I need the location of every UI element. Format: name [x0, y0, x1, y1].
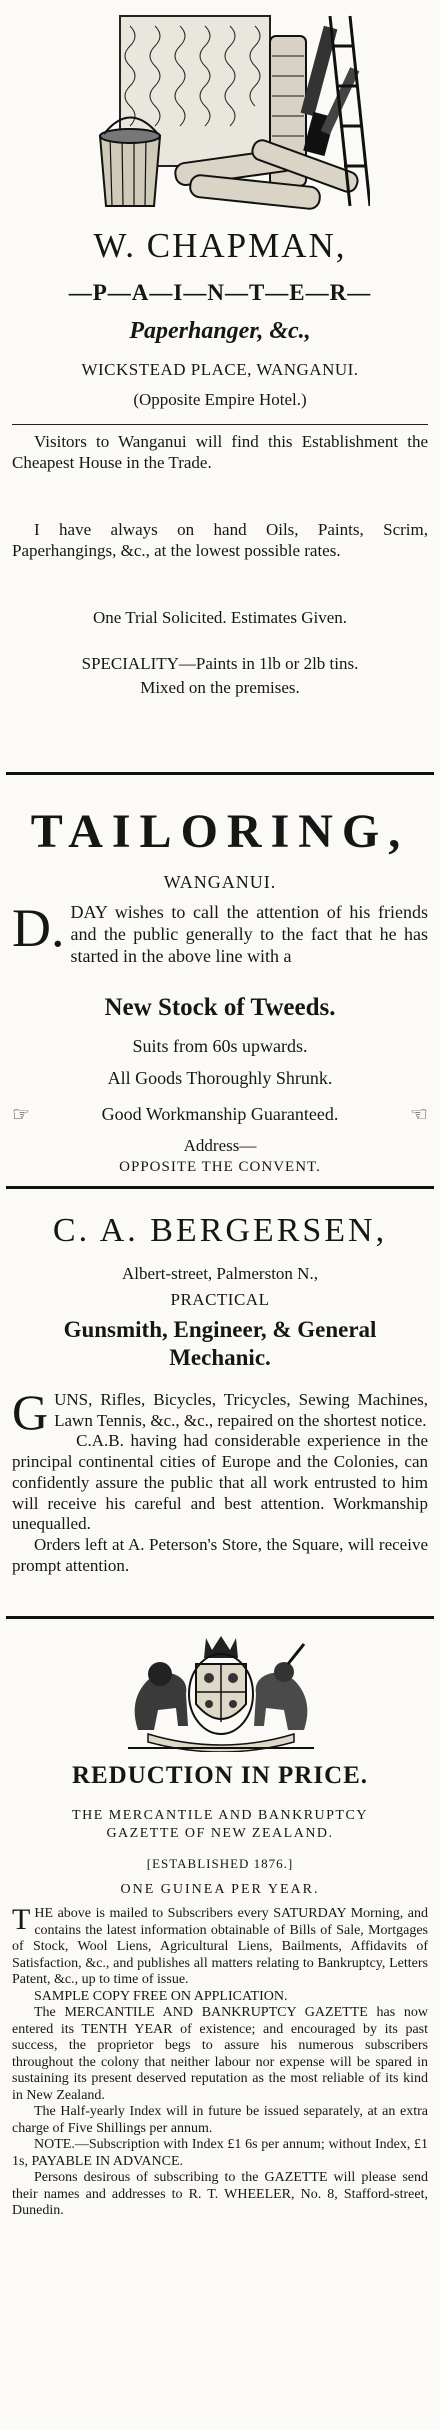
drop-cap: T: [12, 1903, 31, 1936]
speciality-line: SPECIALITY—Paints in 1lb or 2lb tins.: [81, 654, 359, 673]
body-text: DAY wishes to call the attention of his friends and the public generally to the fact that he has started in the above line with a: [70, 902, 428, 966]
divider: [6, 1616, 434, 1619]
sample-copy-line: SAMPLE COPY FREE ON APPLICATION.: [34, 1988, 288, 2004]
trade-label: PRACTICAL: [170, 1290, 270, 1309]
trade-title: —P—A—I—N—T—E—R—: [68, 280, 372, 305]
business-name: C. A. BERGERSEN,: [52, 1212, 388, 1249]
address-note: (Opposite Empire Hotel.): [133, 390, 307, 409]
address-label: Address—: [183, 1136, 257, 1155]
business-address: WICKSTEAD PLACE, WANGANUI.: [81, 360, 359, 379]
price-line: ONE GUINEA PER YEAR.: [120, 1882, 320, 1897]
drop-cap: D.: [12, 898, 65, 958]
body-text-block: [12, 1903, 428, 2220]
body-paragraph: One Trial Solicited. Estimates Given.: [92, 608, 348, 627]
body-line: All Goods Thoroughly Shrunk.: [107, 1068, 333, 1088]
business-address: Albert-street, Palmerston N.,: [122, 1264, 318, 1283]
body-paragraph: The MERCANTILE AND BANKRUPTCY GAZETTE has now entered its TENTH YEAR of existence; and encouraged by its past success, the proprietor begs to assure his numerous subscribers throughout the colony that neither labour nor expense will be spared in sustaining its present deserved reputation as the most reliable of its kind in New Zealand.: [12, 2005, 428, 2103]
publication-title: GAZETTE OF NEW ZEALAND.: [106, 1826, 334, 1841]
body-paragraph: I have always on hand Oils, Paints, Scrim, Paperhangings, &c., at the lowest possible rates.: [12, 520, 428, 560]
body-paragraph: Persons desirous of subscribing to the GAZETTE will please send their names and addresses to R. T. WHEELER, No. 8, Stafford-street, Dunedin.: [12, 2170, 428, 2219]
speciality-line: Mixed on the premises.: [140, 678, 300, 697]
body-paragraph: C.A.B. having had considerable experience in the principal continental cities of Europe and the Colonies, can confidently assure the public that all work entrusted to him will receive his careful and best attention. Workmanship unequalled.: [12, 1431, 428, 1534]
heading: TAILORING,: [30, 805, 410, 858]
address: OPPOSITE THE CONVENT.: [119, 1159, 321, 1175]
business-name: W. CHAPMAN,: [93, 226, 347, 265]
painter-tools-illustration: [80, 6, 370, 221]
body-paragraph: G UNS, Rifles, Bicycles, Tricycles, Sewing Machines, Lawn Tennis, &c., &c., repaired on the shortest notice.: [12, 1384, 428, 1440]
heading: REDUCTION IN PRICE.: [71, 1762, 369, 1789]
trade-title: Gunsmith, Engineer, & General Mechanic.: [63, 1317, 377, 1370]
body-line: Suits from 60s upwards.: [132, 1036, 308, 1056]
bergersen-advertisement: [12, 1190, 428, 1610]
body-paragraph: The Half-yearly Index will in future be issued separately, at an extra charge of Five Shillings per annum.: [12, 2104, 428, 2136]
gazette-advertisement: [12, 1624, 428, 2424]
divider: [6, 772, 434, 775]
town: WANGANUI.: [163, 872, 277, 892]
royal-coat-of-arms-icon: [108, 1630, 334, 1752]
pointing-hand-right-icon: ☞: [12, 1104, 30, 1126]
established-note: [ESTABLISHED 1876.]: [146, 1856, 294, 1871]
divider: [12, 424, 428, 425]
body-paragraph: [12, 898, 428, 968]
body-paragraph: Visitors to Wanganui will find this Establishment the Cheapest House in the Trade.: [12, 432, 428, 472]
highlight-line: New Stock of Tweeds.: [104, 994, 336, 1021]
workmanship-text: Good Workmanship Guaranteed.: [101, 1104, 339, 1124]
divider: [6, 1186, 434, 1189]
drop-cap: G: [12, 1384, 49, 1440]
body-text-block: [12, 1384, 428, 1577]
tailoring-advertisement: [12, 776, 428, 1176]
trade-subtitle: Paperhanger, &c.,: [129, 318, 311, 344]
chapman-advertisement: [12, 0, 428, 770]
publication-title: THE MERCANTILE AND BANKRUPTCY: [72, 1808, 368, 1823]
body-paragraph: NOTE.—Subscription with Index £1 6s per annum; without Index, £1 1s, PAYABLE IN ADVANCE.: [12, 2137, 428, 2169]
workmanship-line: [12, 1102, 428, 1127]
body-paragraph: Orders left at A. Peterson's Store, the Square, will receive prompt attention.: [12, 1535, 428, 1575]
pointing-hand-left-icon: ☜: [410, 1104, 428, 1126]
body-paragraph: T HE above is mailed to Subscribers every SATURDAY Morning, and contains the latest information obtainable of Bills of Sale, Mortgages of Stock, Wool Liens, Agricultural Liens, Bailments, Affidavits of Satisfaction, &c., and publishes all matters relating to Bankruptcy, Letters Patent, &c., up to time of issue.: [12, 1903, 428, 1988]
